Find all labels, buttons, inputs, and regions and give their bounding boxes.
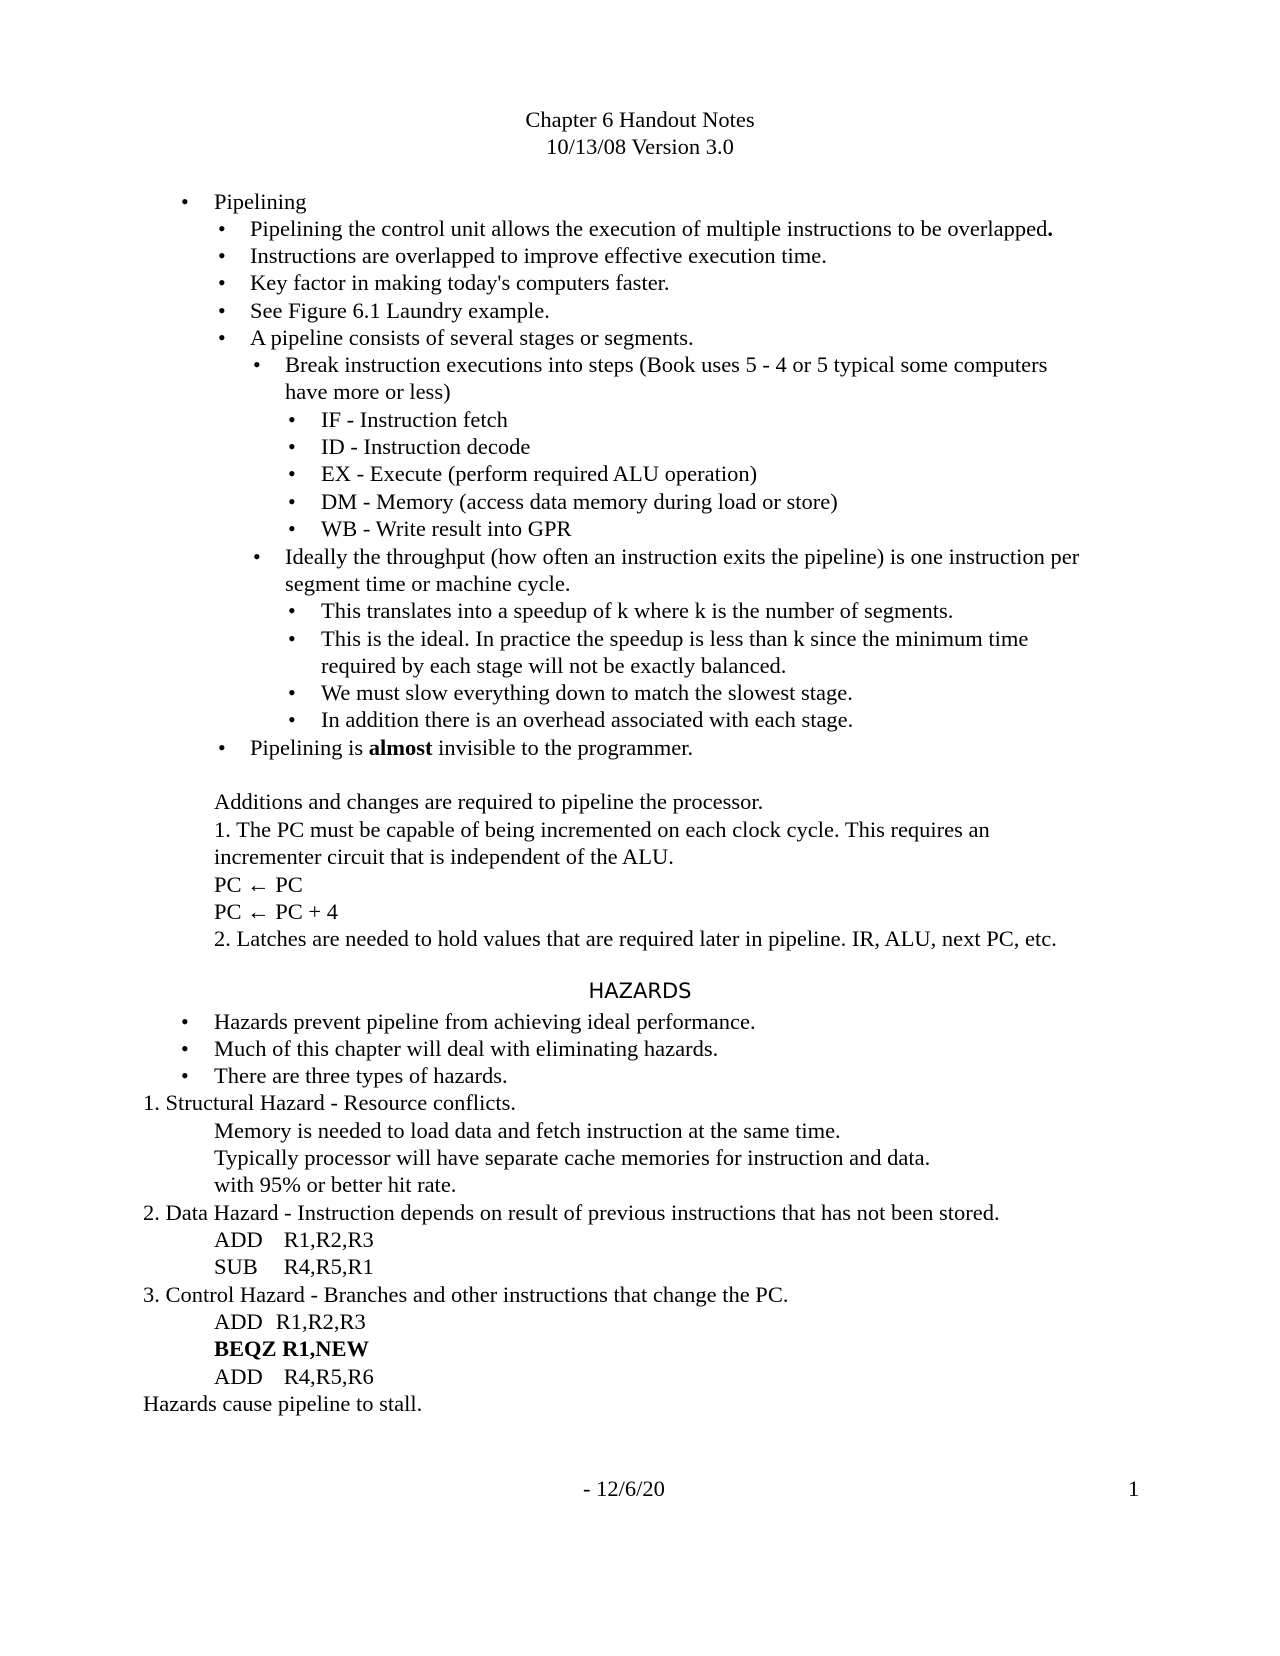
bullet-icon: • bbox=[288, 516, 296, 541]
bullet-icon: • bbox=[253, 352, 261, 377]
additions-intro: Additions and changes are required to pipeline the processor. bbox=[214, 789, 764, 814]
document-version: 10/13/08 Version 3.0 bbox=[546, 134, 734, 159]
data-example-2 bbox=[214, 1253, 374, 1281]
bullet-icon: • bbox=[288, 407, 296, 432]
invisible-bold: almost bbox=[368, 735, 433, 760]
practice-note-line-1: This is the ideal. In practice the speedup is less than k since the minimum time bbox=[321, 626, 1029, 651]
bullet-icon: • bbox=[181, 1063, 189, 1088]
overhead-note: In addition there is an overhead associated with each stage. bbox=[321, 707, 854, 732]
operands: R1,R2,R3 bbox=[283, 1227, 374, 1252]
bullet-icon: • bbox=[218, 325, 226, 350]
break-steps-line-1: Break instruction executions into steps (Book uses 5 - 4 or 5 typical some computers bbox=[285, 352, 1048, 377]
bullet-icon: • bbox=[181, 1009, 189, 1034]
bullet-icon: • bbox=[288, 680, 296, 705]
document-title: Chapter 6 Handout Notes bbox=[525, 107, 755, 132]
additions-item-2: 2. Latches are needed to hold values that are required later in pipeline. IR, ALU, next PC, etc. bbox=[214, 926, 1057, 951]
bullet-icon: • bbox=[218, 243, 226, 268]
bullet-icon: • bbox=[218, 298, 226, 323]
control-hazard: 3. Control Hazard - Branches and other instructions that change the PC. bbox=[143, 1282, 789, 1307]
stage-wb: WB - Write result into GPR bbox=[321, 516, 572, 541]
ideal-throughput-line-1: Ideally the throughput (how often an instruction exits the pipeline) is one instruction per bbox=[285, 544, 1080, 569]
ideal-throughput-line-2: segment time or machine cycle. bbox=[285, 571, 571, 596]
data-example-1 bbox=[214, 1226, 374, 1254]
hazards-bullet-1: Hazards prevent pipeline from achieving ideal performance. bbox=[214, 1009, 756, 1034]
operands: R4,R5,R6 bbox=[283, 1364, 374, 1389]
pipelining-point-4: See Figure 6.1 Laundry example. bbox=[250, 298, 550, 323]
operands: R1,R2,R3 bbox=[275, 1309, 366, 1334]
structural-hazard: 1. Structural Hazard - Resource conflicts. bbox=[143, 1090, 516, 1115]
structural-note-2: Typically processor will have separate cache memories for instruction and data. bbox=[214, 1145, 931, 1170]
invisible-pre: Pipelining is bbox=[250, 735, 369, 760]
bullet-icon: • bbox=[218, 735, 226, 760]
footer-date: - 12/6/20 bbox=[583, 1476, 665, 1501]
additions-item-1-line-1: 1. The PC must be capable of being incremented on each clock cycle. This requires an bbox=[214, 817, 990, 842]
stall-note: Hazards cause pipeline to stall. bbox=[143, 1391, 423, 1416]
control-example-3 bbox=[214, 1363, 374, 1391]
opcode: ADD bbox=[214, 1309, 263, 1334]
break-steps-line-2: have more or less) bbox=[285, 379, 451, 404]
bullet-icon: • bbox=[181, 189, 189, 214]
bullet-icon: • bbox=[181, 1036, 189, 1061]
point-1-text: Pipelining the control unit allows the execution of multiple instructions to be overlapped bbox=[250, 216, 1048, 241]
hazards-heading: HAZARDS bbox=[588, 979, 692, 1003]
pc-assign-1: PC ← PC bbox=[214, 872, 303, 897]
opcode: ADD bbox=[214, 1227, 263, 1252]
bullet-icon: • bbox=[288, 461, 296, 486]
bullet-icon: • bbox=[288, 434, 296, 459]
pipelining-point-1 bbox=[250, 215, 1053, 243]
opcode: ADD bbox=[214, 1364, 263, 1389]
bullet-icon: • bbox=[288, 598, 296, 623]
bullet-icon: • bbox=[253, 544, 261, 569]
bullet-icon: • bbox=[288, 707, 296, 732]
structural-note-1: Memory is needed to load data and fetch instruction at the same time. bbox=[214, 1118, 841, 1143]
stage-id: ID - Instruction decode bbox=[321, 434, 531, 459]
pc-assign-2: PC ← PC + 4 bbox=[214, 899, 338, 924]
opcode: SUB bbox=[214, 1254, 258, 1279]
bullet-icon: • bbox=[218, 270, 226, 295]
point-1-period: . bbox=[1047, 216, 1053, 241]
bullet-icon: • bbox=[288, 489, 296, 514]
pipelining-heading: Pipelining bbox=[214, 189, 307, 214]
stage-if: IF - Instruction fetch bbox=[321, 407, 508, 432]
hazards-bullet-2: Much of this chapter will deal with eliminating hazards. bbox=[214, 1036, 719, 1061]
page-number: 1 bbox=[1128, 1476, 1140, 1501]
pipelining-point-5: A pipeline consists of several stages or segments. bbox=[250, 325, 694, 350]
slowest-stage-note: We must slow everything down to match the slowest stage. bbox=[321, 680, 853, 705]
control-example-2: BEQZ R1,NEW bbox=[214, 1336, 370, 1361]
data-hazard: 2. Data Hazard - Instruction depends on result of previous instructions that has not been stored. bbox=[143, 1200, 1000, 1225]
bullet-icon: • bbox=[288, 626, 296, 651]
stage-ex: EX - Execute (perform required ALU operation) bbox=[321, 461, 758, 486]
speedup-note: This translates into a speedup of k where k is the number of segments. bbox=[321, 598, 954, 623]
practice-note-line-2: required by each stage will not be exactly balanced. bbox=[321, 653, 787, 678]
bullet-icon: • bbox=[218, 216, 226, 241]
pipelining-point-3: Key factor in making today's computers faster. bbox=[250, 270, 670, 295]
structural-note-3: with 95% or better hit rate. bbox=[214, 1172, 457, 1197]
invisible-post: invisible to the programmer. bbox=[432, 735, 694, 760]
control-example-1 bbox=[214, 1308, 366, 1336]
pipelining-point-2: Instructions are overlapped to improve effective execution time. bbox=[250, 243, 827, 268]
invisible-note bbox=[250, 734, 693, 762]
stage-dm: DM - Memory (access data memory during load or store) bbox=[321, 489, 838, 514]
operands: R4,R5,R1 bbox=[283, 1254, 374, 1279]
additions-item-1-line-2: incrementer circuit that is independent of the ALU. bbox=[214, 844, 674, 869]
hazards-bullet-3: There are three types of hazards. bbox=[214, 1063, 508, 1088]
